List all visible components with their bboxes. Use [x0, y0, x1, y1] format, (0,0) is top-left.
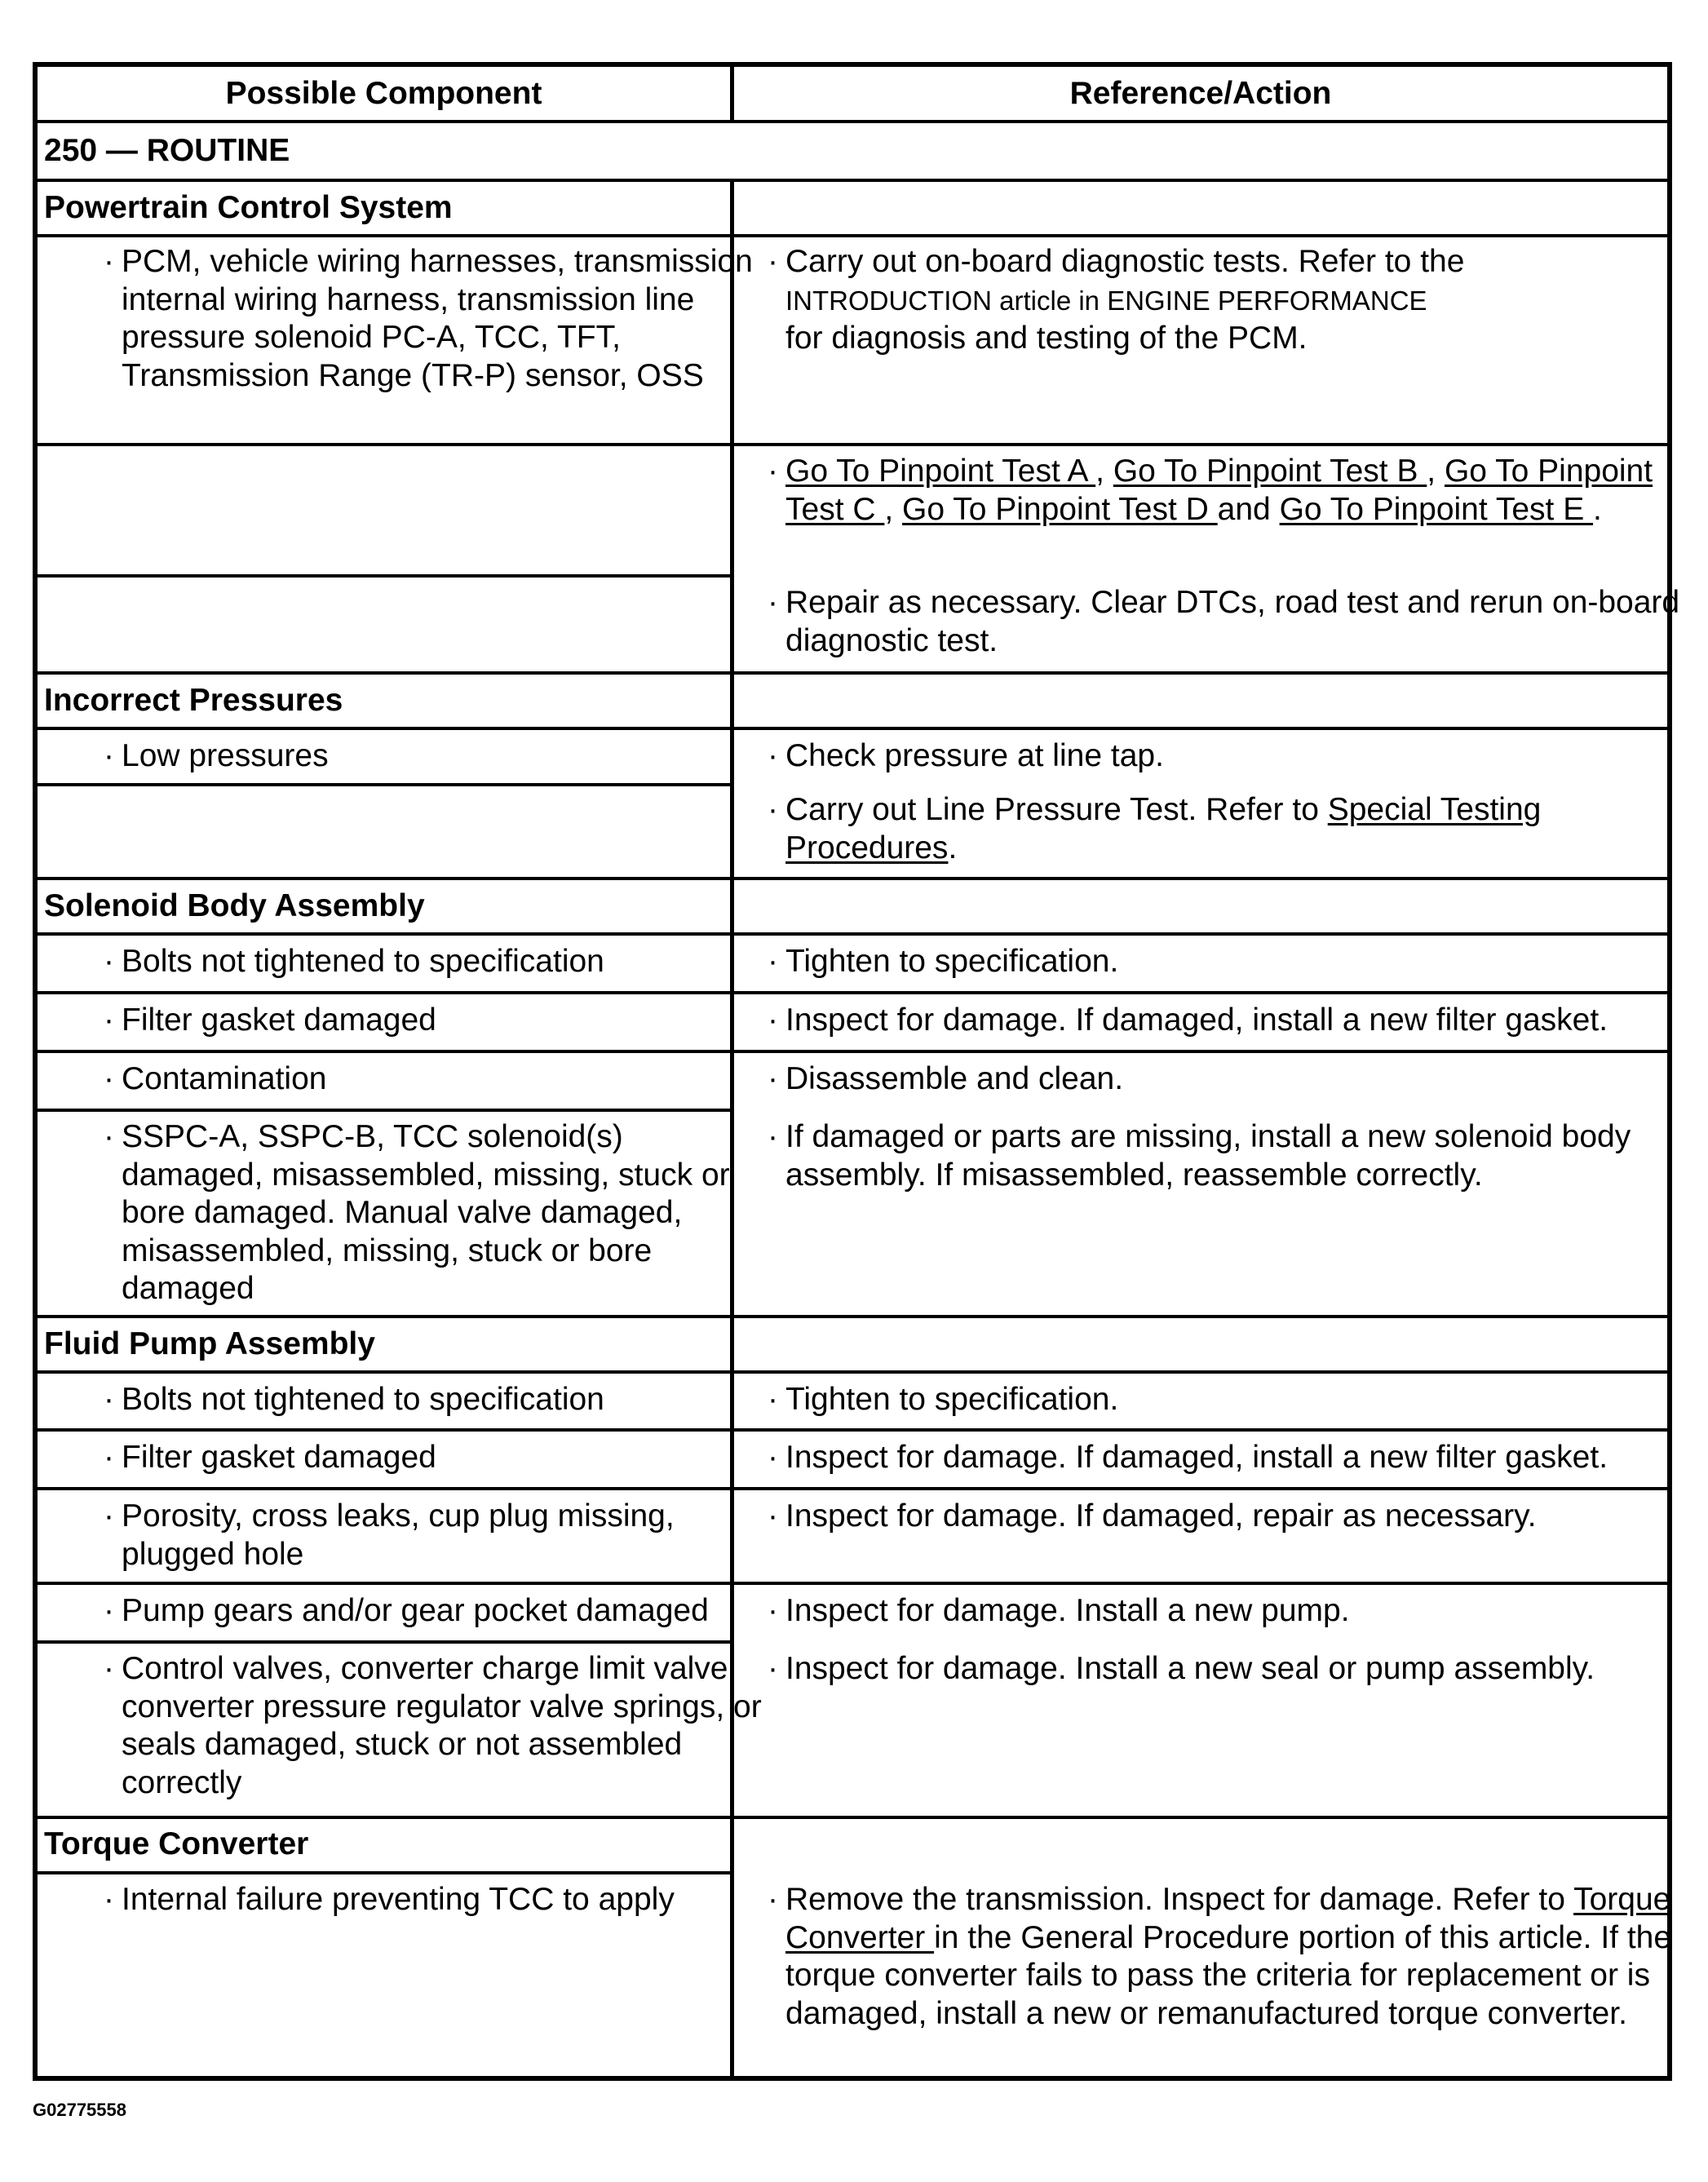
row-divider [33, 1050, 1672, 1053]
action-item: · Disassemble and clean. [742, 1060, 1703, 1099]
bullet: · [768, 944, 778, 979]
component-item: · Pump gears and/or gear pocket damaged [78, 1592, 774, 1631]
row-divider [33, 991, 1672, 994]
group-title-fluid-pump: Fluid Pump Assembly [44, 1326, 375, 1361]
table-border-left [33, 62, 38, 2081]
bullet: · [104, 1882, 114, 1917]
action-item: · Inspect for damage. If damaged, install a new filter gasket. [742, 1002, 1708, 1040]
section-title: 250 — ROUTINE [44, 133, 290, 168]
action-item: · Carry out Line Pressure Test. Refer to Special Testing Procedures. [768, 792, 1542, 865]
pinpoint-test-b-link[interactable]: Go To Pinpoint Test B [1113, 454, 1427, 489]
bullet: · [768, 585, 778, 620]
component-item: · Filter gasket damaged [78, 1002, 762, 1040]
bullet: · [104, 1382, 114, 1417]
row-divider [33, 1640, 734, 1644]
row-divider [33, 671, 1672, 675]
header-component: Possible Component [225, 76, 542, 111]
bullet: · [768, 1061, 778, 1096]
action-item: · Carry out on-board diagnostic tests. Refer to the INTRODUCTION article in ENGINE PERFORMANCE for diagnosis and testing of the PCM. [768, 244, 1465, 356]
pinpoint-test-c-link[interactable]: Go To Pinpoint Test C [785, 454, 1653, 527]
component-item: · Internal failure preventing TCC to apply [78, 1881, 762, 1919]
row-divider [33, 1816, 1672, 1819]
group-title-torque-converter: Torque Converter [44, 1826, 309, 1861]
component-item: · PCM, vehicle wiring harnesses, transmission internal wiring harness, transmission line pressure solenoid PC-A, TCC, TFT, Transmission Range (TR-P) sensor, OSS [104, 244, 753, 393]
component-item: · Control valves, converter charge limit valve, converter pressure regulator valve springs, or seals damaged, stuck or not assembled correctly [104, 1651, 762, 1800]
diagnosis-table [33, 62, 1680, 2081]
component-item: · Bolts not tightened to specification [78, 1381, 762, 1419]
bullet: · [104, 244, 114, 279]
bullet: · [104, 1119, 114, 1154]
special-testing-procedures-link[interactable]: Special Testing Procedures [785, 792, 1542, 865]
bullet: · [104, 1061, 114, 1096]
header-reference-action: Reference/Action [1069, 76, 1332, 111]
row-divider [33, 574, 734, 578]
bullet: · [768, 792, 778, 827]
bullet: · [768, 244, 778, 279]
bullet: · [104, 1498, 114, 1534]
row-divider [33, 179, 1672, 182]
row-divider [33, 1428, 1672, 1432]
pinpoint-test-e-link[interactable]: Go To Pinpoint Test E [1279, 491, 1594, 527]
torque-converter-link[interactable]: Torque Converter [785, 1882, 1671, 1955]
component-item: · SSPC-A, SSPC-B, TCC solenoid(s) damaged, misassembled, missing, stuck or bore damaged. Manual valve damaged, misassembled, missing, stuck or bore damaged [104, 1119, 730, 1306]
row-divider [33, 443, 1672, 446]
bullet: · [768, 1119, 778, 1154]
table-border-top [33, 62, 1672, 67]
row-divider [33, 1487, 1672, 1490]
table-border-bottom [33, 2076, 1672, 2081]
bullet: · [768, 1651, 778, 1686]
bullet: · [104, 1002, 114, 1038]
bullet: · [768, 1882, 778, 1917]
component-item: · Porosity, cross leaks, cup plug missing, plugged hole [104, 1498, 675, 1572]
action-item: · Tighten to specification. [742, 1381, 1703, 1419]
figure-id: G02775558 [33, 2100, 126, 2120]
action-item: · If damaged or parts are missing, install a new solenoid body assembly. If misassembled, reassemble correctly. [768, 1119, 1631, 1193]
bullet: · [768, 1593, 778, 1628]
bullet: · [104, 1651, 114, 1686]
row-divider [33, 727, 1672, 730]
row-divider [33, 1109, 734, 1112]
action-item: · Check pressure at line tap. [742, 737, 1703, 776]
action-item: · Tighten to specification. [742, 943, 1703, 981]
pinpoint-test-a-link[interactable]: Go To Pinpoint Test A [785, 454, 1096, 489]
action-item: · Go To Pinpoint Test A , Go To Pinpoint Test B , Go To Pinpoint Test C , Go To Pinpoint Test D and Go To Pinpoint Test E . [768, 454, 1653, 527]
action-item: · Inspect for damage. Install a new pump. [742, 1592, 1703, 1631]
row-divider [33, 1582, 1672, 1585]
component-item: · Low pressures [78, 737, 762, 776]
component-item: · Contamination [78, 1060, 762, 1099]
bullet: · [768, 1382, 778, 1417]
bullet: · [104, 1440, 114, 1475]
group-title-solenoid-body: Solenoid Body Assembly [44, 888, 425, 923]
row-divider [33, 1871, 734, 1874]
row-divider [33, 1315, 1672, 1318]
bullet: · [104, 1593, 114, 1628]
action-item: · Repair as necessary. Clear DTCs, road test and rerun on-board diagnostic test. [768, 585, 1680, 658]
bullet: · [768, 1002, 778, 1038]
action-item: · Inspect for damage. If damaged, install a new filter gasket. [742, 1439, 1708, 1477]
bullet: · [104, 944, 114, 979]
action-item: · Inspect for damage. If damaged, repair as necessary. [742, 1498, 1703, 1536]
group-title-incorrect-pressures: Incorrect Pressures [44, 683, 343, 718]
component-item: · Filter gasket damaged [78, 1439, 762, 1477]
bullet: · [768, 1440, 778, 1475]
action-item: · Remove the transmission. Inspect for damage. Refer to Torque Converter in the General Procedure portion of this article. If the torque converter fails to pass the criteria for replacement or is damaged, install a new or remanufactured torque converter. [768, 1882, 1672, 2031]
row-divider [33, 1370, 1672, 1374]
action-item: · Inspect for damage. Install a new seal or pump assembly. [742, 1650, 1703, 1689]
pinpoint-test-d-link[interactable]: Go To Pinpoint Test D [902, 491, 1218, 527]
group-title-powertrain: Powertrain Control System [44, 190, 453, 225]
row-divider [33, 234, 1672, 237]
bullet: · [768, 454, 778, 489]
component-item: · Bolts not tightened to specification [78, 943, 762, 981]
bullet: · [768, 1498, 778, 1534]
bullet: · [768, 738, 778, 773]
row-divider [33, 877, 1672, 880]
row-divider [33, 120, 1672, 123]
bullet: · [104, 738, 114, 773]
row-divider [33, 783, 734, 786]
row-divider [33, 932, 1672, 936]
